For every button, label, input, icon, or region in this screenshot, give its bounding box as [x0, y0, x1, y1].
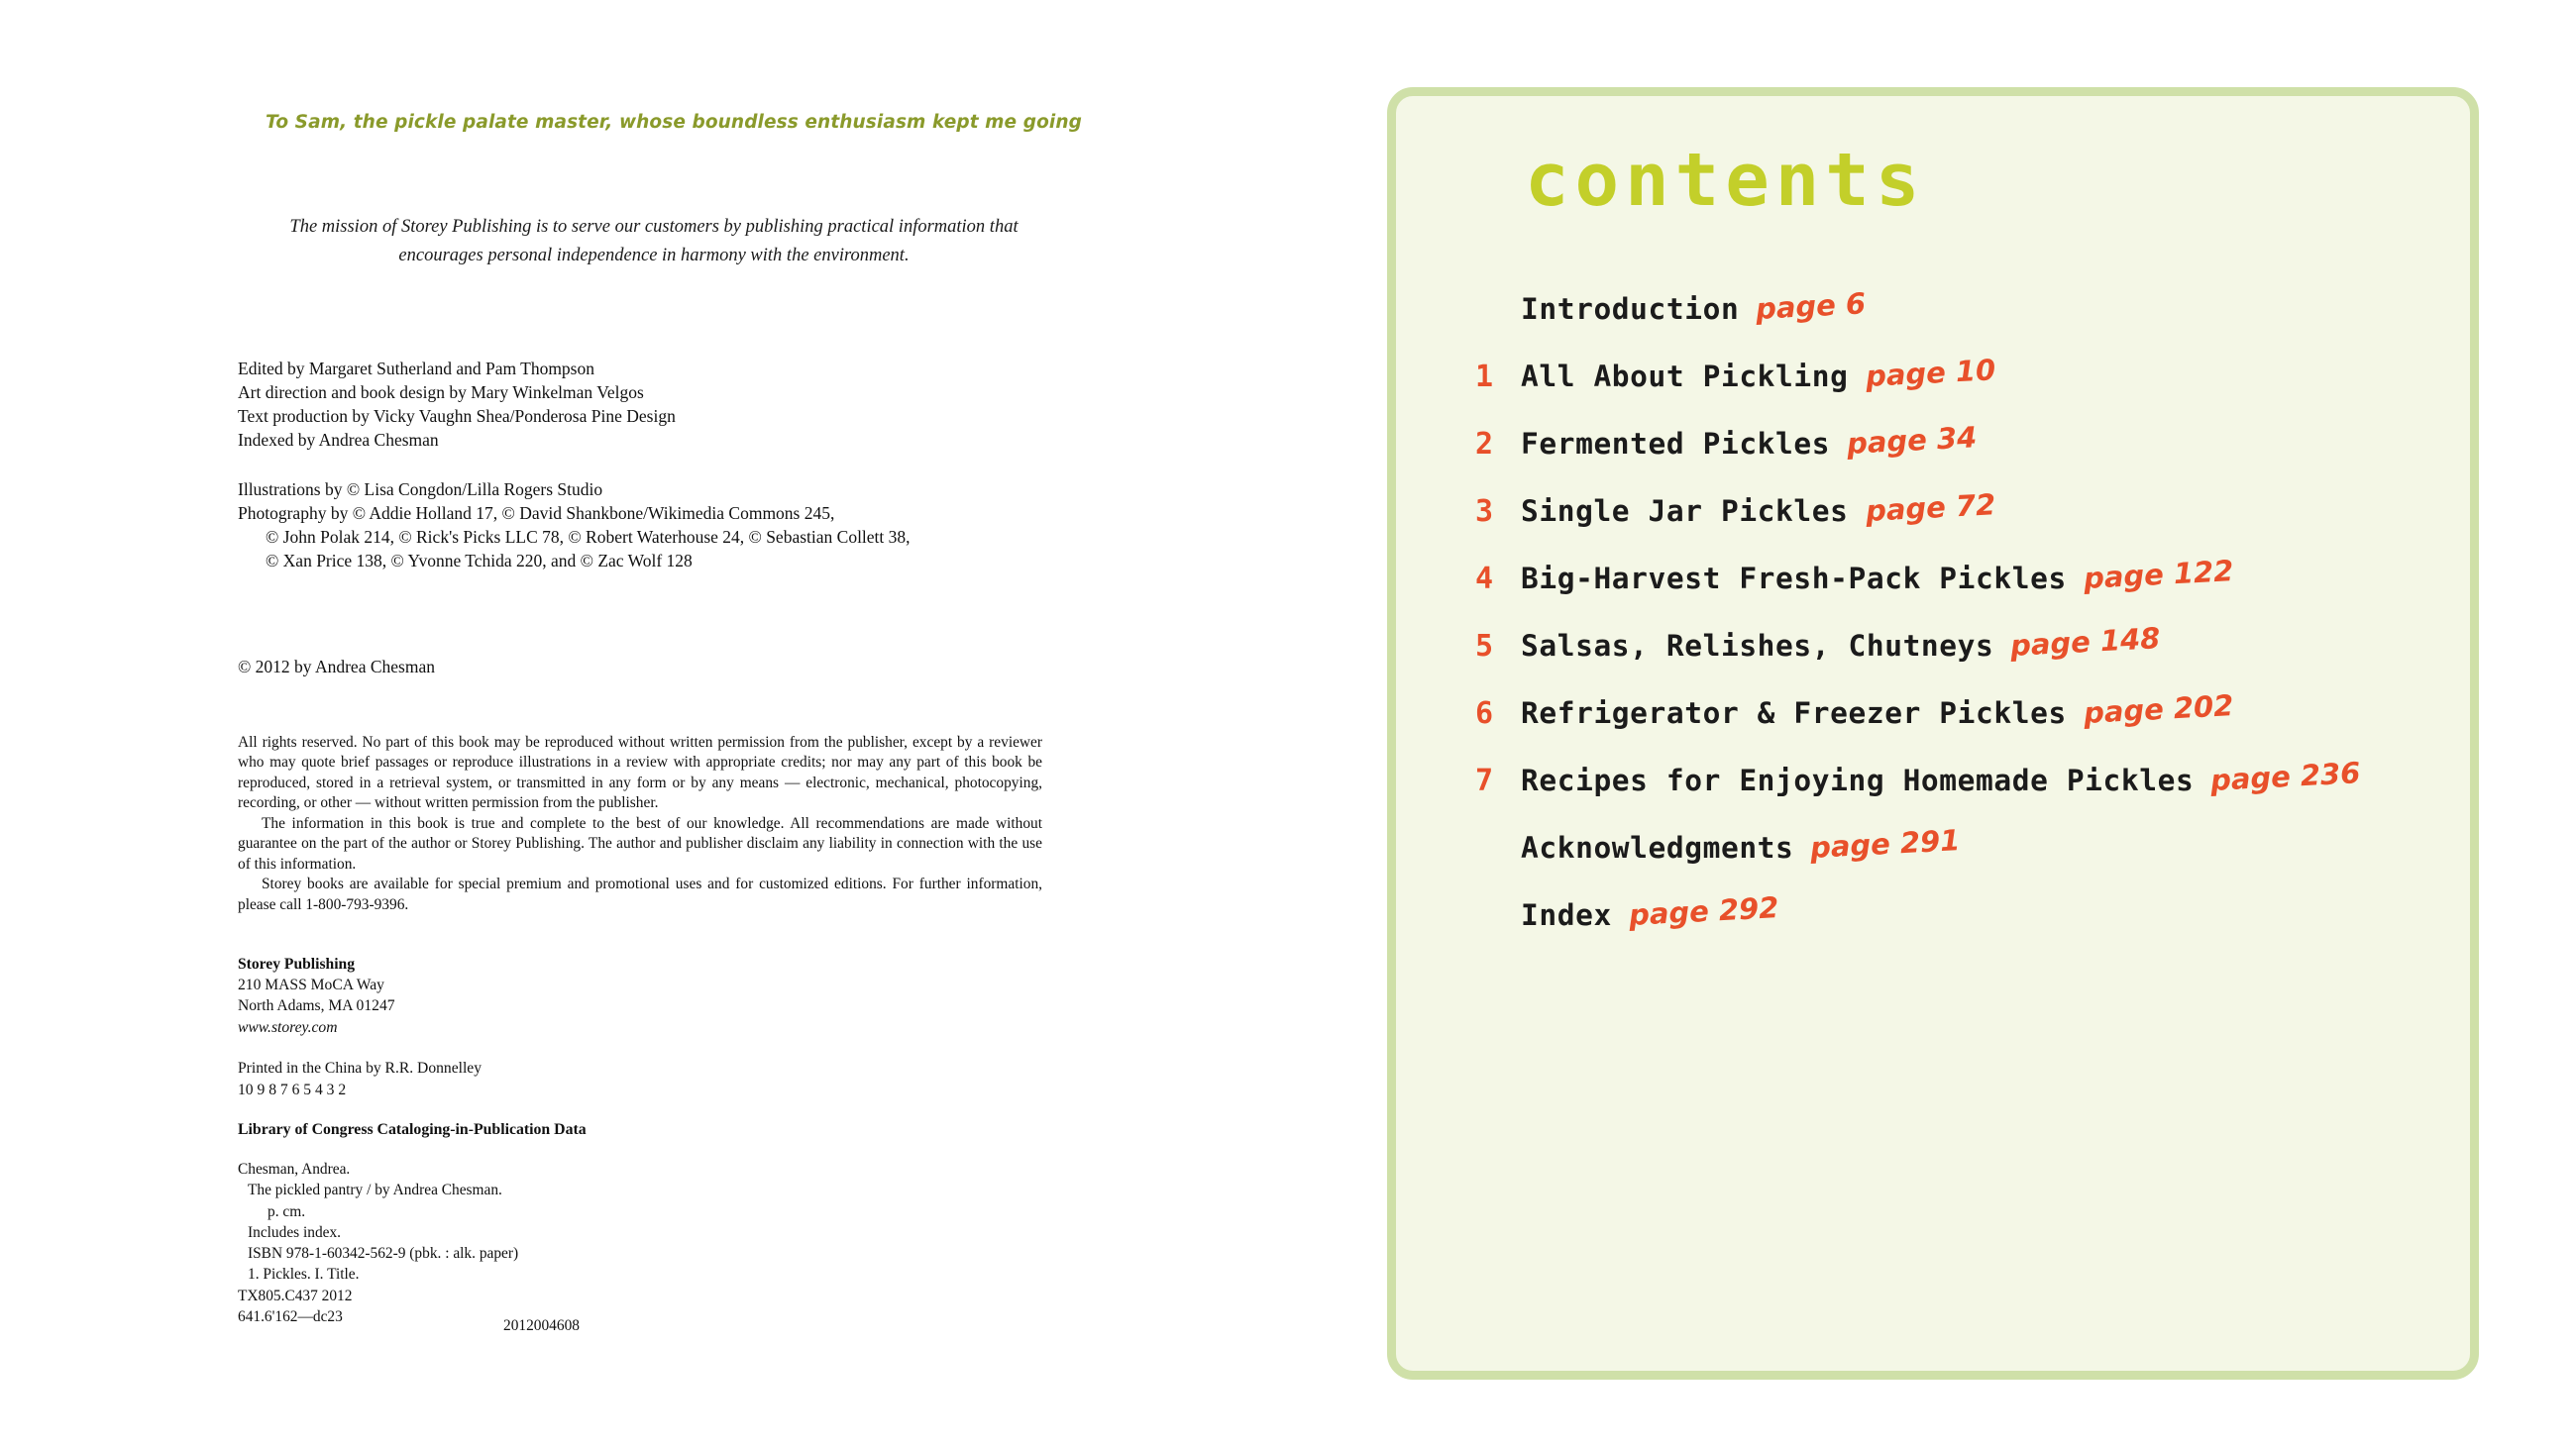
production-credits — [238, 357, 1090, 453]
cip-line: ISBN 978-1-60342-562-9 (pbk. : alk. paper) — [248, 1245, 519, 1262]
page-reference: page 122 — [2083, 554, 2235, 595]
copyright-notice: © 2012 by Andrea Chesman — [238, 657, 435, 676]
chapter-title: All About Pickling — [1521, 360, 1849, 393]
page-reference: page 291 — [1809, 823, 1962, 865]
chapter-title: Acknowledgments — [1521, 831, 1794, 865]
rights-paragraph: Storey books are available for special premium and promotional uses and for customized editions. For further information, please call 1-800-793-9396. — [238, 876, 1042, 913]
chapter-number: 6 — [1475, 696, 1494, 731]
cip-data — [238, 1159, 852, 1327]
page-reference: page 202 — [2083, 688, 2235, 730]
art-photo-credits — [238, 477, 1090, 573]
credit-line: Art direction and book design by Mary Winkelman Velgos — [238, 382, 644, 403]
loc-heading: Library of Congress Cataloging-in-Publication Data — [238, 1121, 587, 1138]
rights-paragraph: All rights reserved. No part of this book may be reproduced without written permission from the publisher, except by a reviewer who may quote brief passages or reproduce illustrations in a review with appropriate credits; nor may any part of this book be reproduced, stored in a retrieval system, or transmitted in any form or by any means — electronic, mechanical, photocopying, recording, or other — without written permission from the publisher. — [238, 734, 1042, 812]
publisher-name: Storey Publishing — [238, 956, 355, 973]
page-reference: page 236 — [2209, 756, 2362, 797]
chapter-title: Single Jar Pickles — [1521, 494, 1849, 528]
page-reference: page 292 — [1628, 890, 1779, 932]
credit-line: Photography by © Addie Holland 17, © David Shankbone/Wikimedia Commons 245, — [238, 503, 835, 524]
chapter-title: Index — [1521, 898, 1612, 932]
chapter-title: Recipes for Enjoying Homemade Pickles — [1521, 764, 2195, 797]
chapter-title: Fermented Pickles — [1521, 427, 1831, 461]
chapter-title: Refrigerator & Freezer Pickles — [1521, 696, 2067, 730]
mission-statement: The mission of Storey Publishing is to serve our customers by publishing practical information that encourages personal independence in harmony with the environment. — [289, 217, 1019, 265]
rights-paragraph: The information in this book is true and complete to the best of our knowledge. All recommendations are made without guarantee on the part of the author or Storey Publishing. The author and publisher disclaim any liability in connection with the use of this information. — [238, 814, 1042, 873]
print-number-line: 10 9 8 7 6 5 4 3 2 — [238, 1081, 347, 1098]
chapter-number: 5 — [1475, 629, 1494, 664]
publisher-address-line: 210 MASS MoCA Way — [238, 977, 384, 994]
publisher-website: www.storey.com — [238, 1018, 338, 1036]
list-item[interactable] — [1475, 353, 2476, 427]
chapter-number: 3 — [1475, 494, 1494, 529]
publisher-address — [238, 954, 793, 1038]
dedication-text: To Sam, the pickle palate master, whose boundless enthusiasm kept me going — [266, 112, 1082, 133]
list-item[interactable] — [1475, 823, 2476, 898]
cip-line: The pickled pantry / by Andrea Chesman. — [248, 1182, 502, 1199]
page-title: contents — [1525, 138, 1926, 223]
list-item[interactable] — [1475, 890, 2476, 966]
list-item[interactable] — [1475, 286, 2476, 360]
credit-line: Text production by Vicky Vaughn Shea/Ponderosa Pine Design — [238, 406, 676, 427]
credit-line: © John Polak 214, © Rick's Picks LLC 78, © Robert Waterhouse 24, © Sebastian Collett 38, — [266, 527, 911, 548]
page-reference: page 10 — [1864, 353, 1996, 393]
cip-line: Chesman, Andrea. — [238, 1161, 351, 1178]
chapter-number: 1 — [1475, 360, 1494, 394]
credit-line: Illustrations by © Lisa Congdon/Lilla Rogers Studio — [238, 479, 603, 499]
list-item[interactable] — [1475, 688, 2476, 764]
list-item[interactable] — [1475, 756, 2476, 831]
cip-line: Includes index. — [248, 1223, 342, 1241]
chapter-title: Big-Harvest Fresh-Pack Pickles — [1521, 562, 2067, 595]
cip-line: TX805.C437 2012 — [238, 1287, 353, 1304]
cip-line: 641.6'162—dc23 — [238, 1307, 343, 1325]
list-item[interactable] — [1475, 621, 2476, 696]
list-item[interactable] — [1475, 554, 2476, 629]
printing-info — [238, 1058, 832, 1100]
rights-reserved-text — [238, 733, 1042, 915]
chapter-number: 7 — [1475, 764, 1494, 798]
cip-line: 1. Pickles. I. Title. — [248, 1266, 360, 1284]
cip-line: p. cm. — [268, 1202, 306, 1220]
credit-line: Edited by Margaret Sutherland and Pam Thompson — [238, 359, 594, 378]
contents-card — [1387, 87, 2479, 1380]
table-of-contents — [1475, 286, 2476, 966]
chapter-number: 4 — [1475, 562, 1494, 596]
page-reference: page 6 — [1755, 286, 1868, 326]
chapter-title: Salsas, Relishes, Chutneys — [1521, 629, 1994, 663]
printer-line: Printed in the China by R.R. Donnelley — [238, 1060, 483, 1077]
contents-page — [1288, 0, 2576, 1449]
cip-control-number: 2012004608 — [503, 1317, 580, 1334]
chapter-title: Introduction — [1521, 292, 1740, 326]
chapter-number: 2 — [1475, 427, 1494, 462]
publisher-address-line: North Adams, MA 01247 — [238, 997, 395, 1015]
page-reference: page 34 — [1846, 420, 1979, 461]
page-reference: page 72 — [1864, 487, 1996, 528]
credit-line: © Xan Price 138, © Yvonne Tchida 220, and © Zac Wolf 128 — [266, 551, 693, 571]
list-item[interactable] — [1475, 487, 2476, 562]
list-item[interactable] — [1475, 420, 2476, 494]
page-reference: page 148 — [2009, 621, 2162, 663]
credit-line: Indexed by Andrea Chesman — [238, 430, 439, 451]
